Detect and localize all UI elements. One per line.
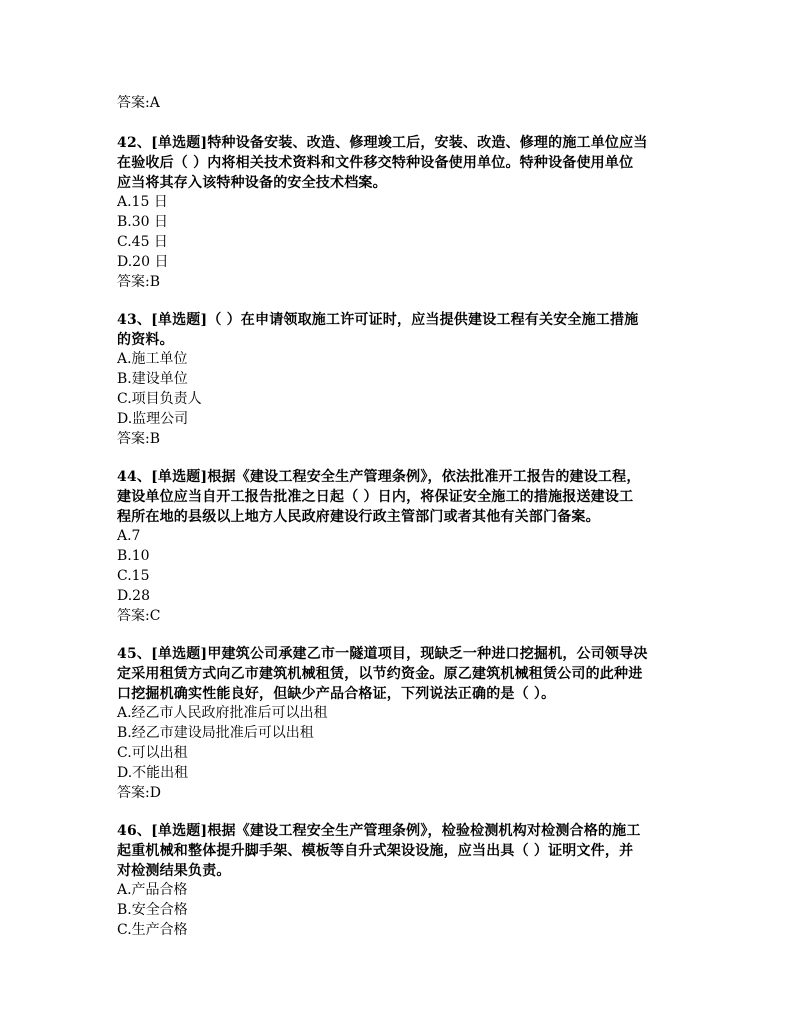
- option-b: B.经乙市建设局批准后可以出租: [117, 725, 314, 741]
- answer-line: 答案:A: [117, 95, 160, 111]
- option-d: D.20 日: [117, 254, 169, 270]
- answer-line: 答案:C: [117, 608, 161, 624]
- question-text-line: 对检测结果负责。: [117, 863, 231, 879]
- option-d: D.监理公司: [117, 411, 189, 427]
- option-a: A.经乙市人民政府批准后可以出租: [117, 705, 328, 721]
- option-c: C.15: [117, 568, 150, 584]
- question-text-line: 在验收后（ ）内将相关技术资料和文件移交特种设备使用单位。特种设备使用单位: [117, 155, 634, 171]
- question-text-line: 起重机械和整体提升脚手架、模板等自升式架设设施，应当出具（ ）证明文件，并: [117, 843, 634, 859]
- question-text-line: 44、[单选题]根据《建设工程安全生产管理条例》，依法批准开工报告的建设工程，: [117, 469, 641, 485]
- question-text-line: 程所在地的县级以上地方人民政府建设行政主管部门或者其他有关部门备案。: [117, 509, 600, 525]
- question-text-line: 45、[单选题]甲建筑公司承建乙市一隧道项目，现缺乏一种进口挖掘机，公司领导决: [117, 646, 648, 662]
- question-text-line: 的资料。: [117, 332, 174, 348]
- option-c: C.项目负责人: [117, 391, 202, 407]
- option-c: C.可以出租: [117, 745, 188, 761]
- option-d: D.不能出租: [117, 765, 189, 781]
- question-text-line: 建设单位应当自开工报告批准之日起（ ）日内，将保证安全施工的措施报送建设工: [117, 489, 634, 505]
- option-c: C.45 日: [117, 234, 168, 250]
- question-text-line: 43、[单选题]（ ）在申请领取施工许可证时，应当提供建设工程有关安全施工措施: [117, 312, 639, 328]
- question-text-line: 定采用租赁方式向乙市建筑机械租赁，以节约资金。原乙建筑机械租赁公司的此种进: [117, 666, 643, 682]
- option-a: A.15 日: [117, 194, 168, 210]
- answer-line: 答案:B: [117, 274, 161, 290]
- question-text-line: 46、[单选题]根据《建设工程安全生产管理条例》，检验检测机构对检测合格的施工: [117, 823, 641, 839]
- option-b: B.30 日: [117, 214, 169, 230]
- question-text-line: 口挖掘机确实性能良好，但缺少产品合格证，下列说法正确的是（ ）。: [117, 686, 556, 702]
- option-a: A.产品合格: [117, 882, 188, 898]
- option-c: C.生产合格: [117, 922, 188, 938]
- option-d: D.28: [117, 588, 150, 604]
- question-text-line: 42、[单选题]特种设备安装、改造、修理竣工后，安装、改造、修理的施工单位应当: [117, 135, 648, 151]
- answer-line: 答案:D: [117, 785, 161, 801]
- option-b: B.建设单位: [117, 371, 188, 387]
- option-b: B.安全合格: [117, 902, 188, 918]
- option-b: B.10: [117, 548, 150, 564]
- option-a: A.7: [117, 528, 141, 544]
- answer-line: 答案:B: [117, 431, 161, 447]
- question-text-line: 应当将其存入该特种设备的安全技术档案。: [117, 175, 387, 191]
- option-a: A.施工单位: [117, 351, 188, 367]
